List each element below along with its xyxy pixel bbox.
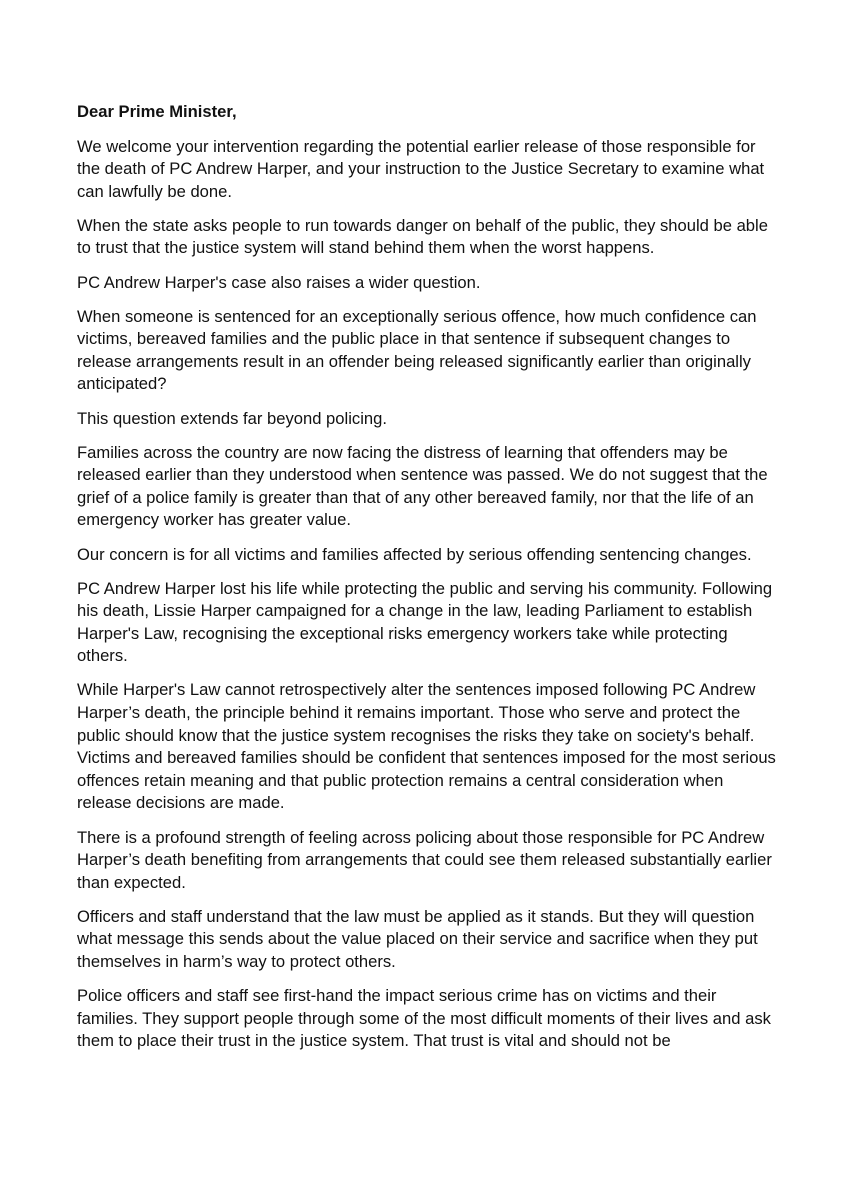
paragraph: This question extends far beyond policing. xyxy=(77,408,387,428)
paragraph: Police officers and staff see first-hand the impact serious crime has on victims and their families. They support people through some of the most difficult moments of their lives and ask them to place their trust in the justice system. That trust is vital and should not be xyxy=(77,986,771,1051)
paragraph: Families across the country are now facing the distress of learning that offenders may be released earlier than they understood when sentence was passed. We do not suggest that the grief of a police family is greater than that of any other bereaved family, nor that the life of an emergency worker has greater value. xyxy=(77,442,768,530)
paragraph: When the state asks people to run towards danger on behalf of the public, they should be able to trust that the justice system will stand behind them when the worst happens. xyxy=(77,215,768,258)
paragraph: There is a profound strength of feeling across policing about those responsible for PC Andrew Harper’s death benefiting from arrangements that could see them released substantially earlier than expected. xyxy=(77,827,772,892)
paragraph: Our concern is for all victims and families affected by serious offending sentencing changes. xyxy=(77,544,752,564)
paragraph: While Harper's Law cannot retrospectively alter the sentences imposed following PC Andrew Harper’s death, the principle behind it remains important. Those who serve and protect the public should know that the justice system recognises the risks they take on society's behalf. Victims and bereaved families should be confident that sentences imposed for the most serious offences retain meaning and that public protection remains a central consideration when release decisions are made. xyxy=(77,680,776,813)
paragraph: When someone is sentenced for an exceptionally serious offence, how much confidence can victims, bereaved families and the public place in that sentence if subsequent changes to release arrangements result in an offender being released significantly earlier than originally anticipated? xyxy=(77,306,757,394)
letter-body xyxy=(77,101,777,1064)
paragraph: We welcome your intervention regarding the potential earlier release of those responsible for the death of PC Andrew Harper, and your instruction to the Justice Secretary to examine what can lawfully be done. xyxy=(77,136,765,201)
salutation: Dear Prime Minister, xyxy=(77,102,237,121)
paragraph: PC Andrew Harper lost his life while protecting the public and serving his community. Following his death, Lissie Harper campaigned for a change in the law, leading Parliament to establish Harper's Law, recognising the exceptional risks emergency workers take while protecting others. xyxy=(77,578,773,666)
paragraph: Officers and staff understand that the law must be applied as it stands. But they will question what message this sends about the value placed on their service and sacrifice when they put themselves in harm’s way to protect others. xyxy=(77,906,758,971)
paragraph: PC Andrew Harper's case also raises a wider question. xyxy=(77,272,481,292)
